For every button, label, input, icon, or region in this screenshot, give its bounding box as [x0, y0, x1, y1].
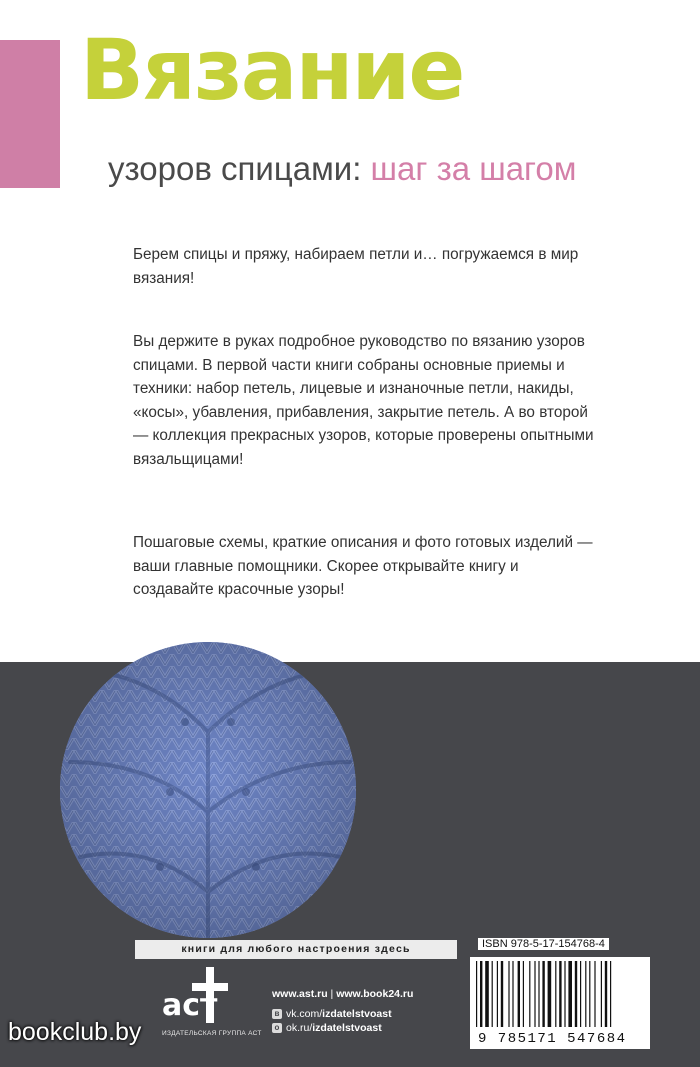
barcode-bar	[605, 961, 607, 1027]
barcode-bar	[497, 961, 498, 1027]
barcode-bar	[480, 961, 482, 1027]
pink-accent-bar	[0, 40, 60, 188]
barcode-bar	[589, 961, 590, 1027]
barcode-bar	[538, 961, 539, 1027]
barcode-bar	[492, 961, 493, 1027]
barcode-bar	[610, 961, 611, 1027]
barcode-digits: 9 785171 547684	[478, 1031, 627, 1047]
barcode-bar	[518, 961, 520, 1027]
vk-link[interactable]: в vk.com/izdatelstvoast	[272, 1008, 392, 1020]
site-ast-link[interactable]: www.ast.ru	[272, 988, 328, 1000]
ok-icon: o	[272, 1023, 282, 1033]
barcode-bar	[534, 961, 535, 1027]
barcode-bar	[523, 961, 524, 1027]
barcode-bar	[601, 961, 602, 1027]
subtitle-accent: шаг за шагом	[370, 150, 577, 187]
publisher-websites	[272, 988, 413, 1000]
description-paragraph-2: Вы держите в руках подробное руководство по вязанию узоров спицами. В первой части книги собраны основные приемы и техники: набор петель, лицевые и изнаночные петли, накиды, «косы», убавления, прибавления, закрытие петель. А во второй — коллекция прекрасных узоров, которые проверены опытными вязальщицами!	[133, 333, 594, 468]
description-paragraph-1: Берем спицы и пряжу, набираем петли и… погружаемся в мир вязания!	[133, 246, 579, 287]
book-subtitle	[108, 150, 576, 188]
publisher-caption: ИЗДАТЕЛЬСКАЯ ГРУППА АСТ	[162, 1030, 262, 1037]
ast-logo-icon	[160, 963, 240, 1029]
description-paragraph-3: Пошаговые схемы, краткие описания и фото готовых изделий — ваши главные помощники. Скорее открывайте книгу и создавайте красочные узоры!	[133, 534, 593, 598]
svg-text:аст: аст	[162, 988, 218, 1023]
site-book24-link[interactable]: www.book24.ru	[336, 988, 414, 1000]
isbn-label: ISBN 978-5-17-154768-4	[478, 938, 609, 950]
subtitle-main: узоров спицами:	[108, 150, 362, 187]
barcode-bar	[476, 961, 477, 1027]
book-title: Вязание	[80, 21, 464, 119]
barcode-bar	[585, 961, 586, 1027]
barcode-bar	[568, 961, 572, 1027]
watermark-text: bookclub.by	[8, 1018, 142, 1046]
barcode-bar	[564, 961, 565, 1027]
barcode-bar	[529, 961, 530, 1027]
ok-link[interactable]: o ok.ru/izdatelstvoast	[272, 1022, 382, 1034]
barcode-bar	[508, 961, 509, 1027]
vk-icon: в	[272, 1009, 282, 1019]
barcode-bars	[470, 957, 650, 1029]
site-separator: |	[330, 988, 334, 1000]
knitting-sample-image	[60, 642, 356, 938]
barcode-bar	[542, 961, 544, 1027]
barcode-bar	[555, 961, 556, 1027]
barcode-bar	[580, 961, 581, 1027]
barcode-bar	[512, 961, 513, 1027]
barcode-bar	[485, 961, 489, 1027]
knit-pattern-graphic	[60, 642, 356, 938]
barcode-bar	[501, 961, 503, 1027]
barcode-bar	[575, 961, 577, 1027]
barcode-bar	[559, 961, 561, 1027]
barcode-bar	[594, 961, 595, 1027]
barcode-bar	[548, 961, 552, 1027]
tagline-banner: книги для любого настроения здесь	[135, 940, 457, 959]
